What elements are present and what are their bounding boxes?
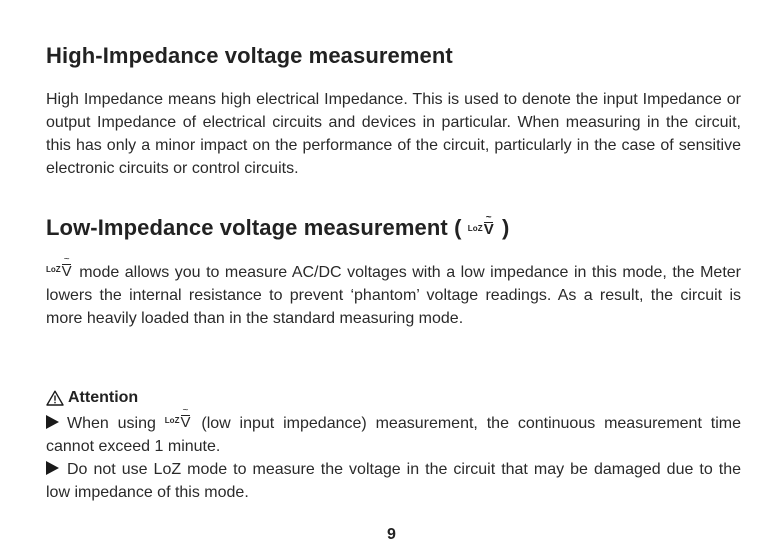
loz-label: LoZ	[467, 224, 483, 233]
page-number: 9	[387, 526, 396, 543]
attention-item-1-after: (low input impedance) measurement, the continuous measurement time cannot exceed 1 minute.	[46, 415, 741, 455]
attention-label: Attention	[68, 389, 139, 406]
attention-item-2-text: Do not use LoZ mode to measure the voltage in the circuit that may be damaged due to the low impedance of this mode.	[46, 461, 741, 501]
loz-voltage-icon	[467, 212, 494, 238]
volt-symbol: V	[483, 221, 494, 238]
triangle-bullet-icon	[46, 415, 59, 429]
attention-title	[46, 388, 741, 408]
volt-symbol: V	[180, 414, 191, 431]
paragraph-low-impedance-text: mode allows you to measure AC/DC voltages with a low impedance in this mode, the Meter lowers the internal resistance to prevent ‘phantom’ voltage readings. As a result, the circuit is more heavily loaded than in the standard measuring mode.	[46, 264, 742, 327]
ac-wave-icon: ~	[63, 254, 70, 265]
loz-voltage-icon	[46, 254, 72, 280]
loz-label: LoZ	[46, 265, 61, 274]
triangle-bullet-icon	[46, 461, 59, 475]
loz-label: LoZ	[164, 416, 180, 425]
heading-low-impedance	[46, 212, 510, 241]
loz-voltage-icon	[164, 405, 191, 431]
warning-triangle-icon	[46, 390, 64, 406]
attention-item-1	[46, 405, 741, 458]
heading-high-impedance: High-Impedance voltage measurement	[46, 43, 453, 68]
ac-wave-icon: ~	[182, 405, 189, 416]
heading-close-paren: )	[502, 215, 510, 240]
paragraph-low-impedance	[46, 254, 742, 330]
attention-item-2	[46, 458, 741, 504]
heading-low-impedance-text: Low-Impedance voltage measurement (	[46, 215, 462, 240]
attention-block	[46, 388, 741, 504]
ac-wave-icon: ~	[485, 212, 492, 223]
volt-symbol: V	[61, 263, 72, 280]
attention-item-1-before: When using	[67, 415, 156, 432]
paragraph-high-impedance: High Impedance means high electrical Impedance. This is used to denote the input Impedance or output Impedance of electrical circuits and devices in particular. When measuring in the circuit, this has only a minor impact on the performance of the circuit, particularly in the case of sensitive electronic circuits or control circuits.	[46, 91, 741, 177]
